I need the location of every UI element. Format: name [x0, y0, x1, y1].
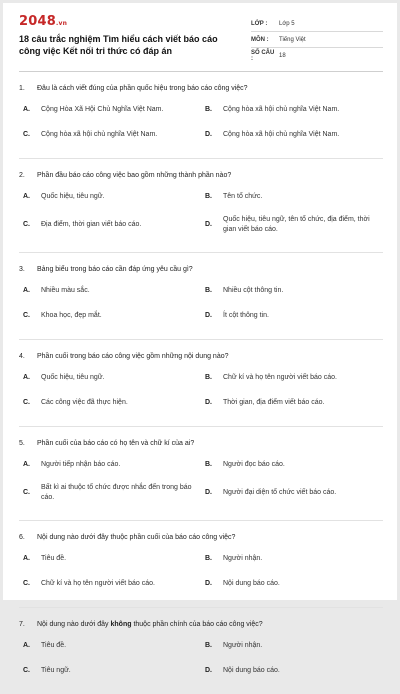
option-text: Nhiều cột thông tin. — [223, 286, 284, 294]
option-d[interactable] — [201, 215, 383, 235]
option-letter: A. — [23, 192, 30, 200]
option-d[interactable] — [201, 664, 383, 677]
option-c[interactable] — [19, 664, 201, 677]
option-c[interactable] — [19, 483, 201, 503]
option-text: Chữ kí và họ tên người viết báo cáo. — [223, 373, 337, 381]
option-text: Bất kì ai thuộc tổ chức được nhắc đến trong báo cáo. — [41, 484, 192, 501]
option-text: Thời gian, địa điểm viết báo cáo. — [223, 398, 325, 406]
meta-label: SỐ CÂU : — [251, 49, 275, 62]
option-text: Người nhận. — [223, 641, 263, 649]
option-text: Nhiều màu sắc. — [41, 286, 90, 294]
option-letter: C. — [23, 130, 30, 138]
option-c[interactable] — [19, 396, 201, 409]
question-text: Phần đầu báo cáo công việc bao gồm những thành phần nào? — [37, 172, 232, 179]
option-letter: C. — [23, 398, 30, 406]
option-c[interactable] — [19, 128, 201, 141]
option-text: Địa điểm, thời gian viết báo cáo. — [41, 221, 142, 228]
question-3 — [19, 253, 383, 340]
option-letter: D. — [205, 221, 212, 228]
option-d[interactable] — [201, 577, 383, 590]
option-text: Cộng hòa xã hội chủ nghĩa Việt Nam. — [41, 130, 158, 138]
option-text: Người đại diện tổ chức viết báo cáo. — [223, 489, 337, 496]
question-6 — [19, 521, 383, 608]
option-text: Chữ kí và họ tên người viết báo cáo. — [41, 579, 155, 587]
meta-value: 18 — [279, 52, 286, 59]
question-text: Phần cuối trong báo cáo công việc gồm những nội dung nào? — [37, 353, 229, 360]
option-d[interactable] — [201, 483, 383, 503]
question-text: Nội dung nào dưới đây không thuộc phần chính của báo cáo công việc? — [37, 621, 263, 628]
option-letter: D. — [205, 311, 212, 319]
question-number: 3. — [19, 266, 25, 273]
question-number: 6. — [19, 534, 25, 541]
option-d[interactable] — [201, 128, 383, 141]
meta-label: LỚP : — [251, 20, 268, 27]
option-text: Cộng hòa xã hội chủ nghĩa Việt Nam. — [223, 130, 340, 138]
option-text: Tiêu ngữ. — [41, 666, 71, 674]
option-a[interactable] — [19, 371, 201, 384]
question-4 — [19, 340, 383, 427]
option-letter: C. — [23, 579, 30, 587]
meta-row-count — [251, 48, 383, 63]
option-letter: B. — [205, 192, 212, 200]
option-text: Khoa học, đẹp mắt. — [41, 311, 102, 319]
option-letter: D. — [205, 398, 212, 406]
option-letter: B. — [205, 460, 212, 468]
option-text: Người tiếp nhận báo cáo. — [41, 460, 121, 468]
question-5 — [19, 427, 383, 521]
option-text: Người đọc báo cáo. — [223, 460, 285, 468]
option-b[interactable] — [201, 458, 383, 471]
option-letter: A. — [23, 105, 30, 113]
option-c[interactable] — [19, 577, 201, 590]
question-text: Bảng biểu trong báo cáo cần đáp ứng yêu cầu gì? — [37, 266, 193, 273]
question-list — [19, 72, 383, 694]
option-a[interactable] — [19, 639, 201, 652]
option-text: Các công việc đã thực hiện. — [41, 398, 128, 406]
option-a[interactable] — [19, 552, 201, 565]
option-text: Quốc hiệu, tiêu ngữ. — [41, 373, 105, 381]
option-letter: B. — [205, 641, 212, 649]
option-b[interactable] — [201, 552, 383, 565]
question-1 — [19, 72, 383, 159]
option-letter: C. — [23, 489, 30, 496]
meta-row-subject — [251, 32, 383, 48]
option-b[interactable] — [201, 371, 383, 384]
option-a[interactable] — [19, 103, 201, 116]
option-b[interactable] — [201, 639, 383, 652]
question-number: 7. — [19, 621, 25, 628]
option-letter: C. — [23, 311, 30, 319]
question-number: 2. — [19, 172, 25, 179]
option-letter: D. — [205, 579, 212, 587]
option-letter: A. — [23, 554, 30, 562]
option-letter: C. — [23, 221, 30, 228]
quiz-meta — [251, 16, 383, 63]
page-header — [19, 3, 383, 72]
option-letter: A. — [23, 641, 30, 649]
question-text: Nội dung nào dưới đây thuộc phần cuối của báo cáo công việc? — [37, 534, 236, 541]
meta-label: MÔN : — [251, 36, 269, 43]
meta-value: Tiếng Việt — [279, 36, 306, 43]
option-text: Cộng Hòa Xã Hội Chủ Nghĩa Việt Nam. — [41, 105, 164, 113]
option-letter: D. — [205, 489, 212, 496]
option-a[interactable] — [19, 458, 201, 471]
site-logo[interactable]: 2048.vn — [19, 14, 68, 29]
question-number: 1. — [19, 85, 25, 92]
option-text: Nội dung báo cáo. — [223, 666, 280, 674]
option-letter: B. — [205, 105, 212, 113]
option-text: Ít cột thông tin. — [223, 311, 269, 319]
option-text: Tiêu đề. — [41, 554, 67, 562]
option-c[interactable] — [19, 215, 201, 235]
option-letter: B. — [205, 373, 212, 381]
option-text: Quốc hiệu, tiêu ngữ. — [41, 192, 105, 200]
option-letter: D. — [205, 130, 212, 138]
option-text: Người nhận. — [223, 554, 263, 562]
option-letter: A. — [23, 460, 30, 468]
option-a[interactable] — [19, 190, 201, 203]
option-a[interactable] — [19, 284, 201, 297]
question-number: 4. — [19, 353, 25, 360]
option-letter: D. — [205, 666, 212, 674]
option-text: Tiêu đề. — [41, 641, 67, 649]
option-c[interactable] — [19, 309, 201, 322]
option-d[interactable] — [201, 309, 383, 322]
option-b[interactable] — [201, 103, 383, 116]
option-b[interactable] — [201, 190, 383, 203]
option-letter: B. — [205, 286, 212, 294]
option-letter: C. — [23, 666, 30, 674]
option-text: Nội dung báo cáo. — [223, 579, 280, 587]
question-2 — [19, 159, 383, 253]
option-letter: A. — [23, 286, 30, 294]
question-text: Phần cuối của báo cáo có họ tên và chữ kí của ai? — [37, 440, 195, 447]
option-b[interactable] — [201, 284, 383, 297]
option-text: Quốc hiệu, tiêu ngữ, tên tổ chức, địa điểm, thời gian viết báo cáo. — [223, 216, 370, 233]
question-7 — [19, 608, 383, 694]
option-text: Tên tổ chức. — [223, 192, 263, 200]
option-d[interactable] — [201, 396, 383, 409]
option-letter: A. — [23, 373, 30, 381]
quiz-page — [3, 3, 397, 674]
question-number: 5. — [19, 440, 25, 447]
option-letter: B. — [205, 554, 212, 562]
option-text: Cộng hòa xã hội chủ nghĩa Việt Nam. — [223, 105, 340, 113]
question-text: Đâu là cách viết đúng của phần quốc hiệu trong báo cáo công việc? — [37, 85, 248, 92]
page-title: 18 câu trắc nghiệm Tìm hiểu cách viết báo cáo công việc Kết nối tri thức có đáp án — [19, 34, 218, 56]
meta-value: Lớp 5 — [279, 20, 295, 27]
meta-row-grade — [251, 16, 383, 32]
